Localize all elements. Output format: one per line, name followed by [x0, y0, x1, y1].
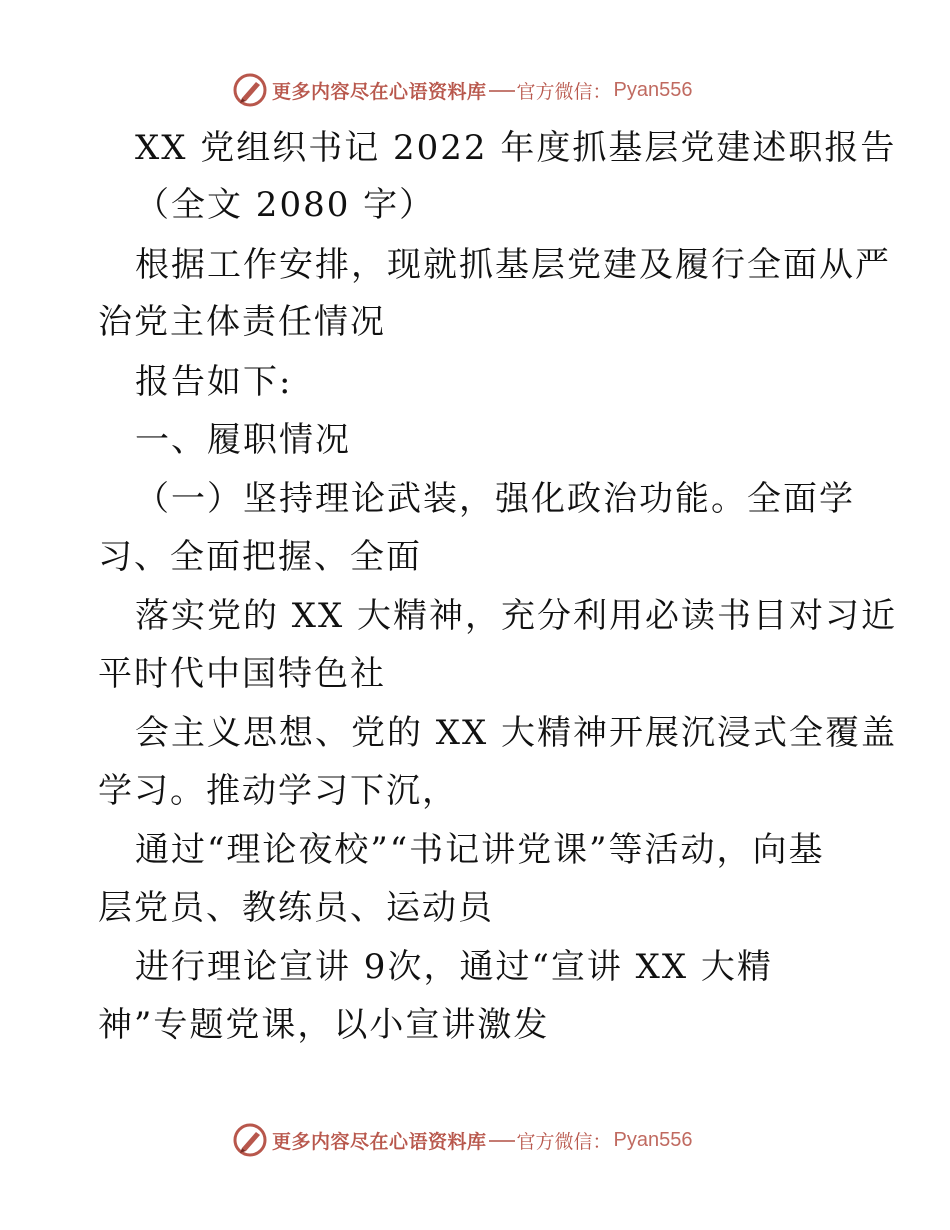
- document-title: XX 党组织书记 2022 年度抓基层党建述职报告: [135, 128, 897, 168]
- pen-logo-icon: [232, 72, 268, 108]
- paragraph-line: 进行理论宣讲 9次，通过“宣讲 XX 大精: [135, 947, 773, 987]
- watermark-dash: [489, 90, 515, 92]
- watermark-wechat-id: Pyan556: [613, 1128, 693, 1151]
- watermark-wechat-label: 官方微信：: [516, 80, 612, 103]
- footer-watermark: [232, 1120, 693, 1160]
- paragraph-line: 习、全面把握、全面: [98, 537, 422, 577]
- header-watermark: [232, 70, 693, 110]
- watermark-wechat-label: 官方微信：: [516, 1130, 612, 1153]
- paragraph-line: 神”专题党课，以小宣讲激发: [98, 1005, 550, 1045]
- paragraph-line: 治党主体责任情况: [98, 302, 386, 342]
- paragraph-line: 通过“理论夜校”“书记讲党课”等活动，向基: [135, 830, 825, 870]
- watermark-site-name: 更多内容尽在心语资料库: [272, 1130, 487, 1153]
- document-subtitle: （全文 2080 字）: [135, 185, 436, 225]
- paragraph-line: 根据工作安排，现就抓基层党建及履行全面从严: [135, 245, 891, 285]
- section-heading: 一、履职情况: [135, 420, 351, 460]
- paragraph-line: 平时代中国特色社: [98, 654, 386, 694]
- paragraph-line: 层党员、教练员、运动员: [98, 888, 494, 928]
- paragraph-line: 会主义思想、党的 XX 大精神开展沉浸式全覆盖: [135, 713, 898, 753]
- watermark-site-name: 更多内容尽在心语资料库: [272, 80, 487, 103]
- watermark-dash: [489, 1140, 515, 1142]
- subsection-heading: （一）坚持理论武装，强化政治功能。全面学: [135, 479, 855, 519]
- pen-logo-icon: [232, 1122, 268, 1158]
- watermark-wechat-id: Pyan556: [613, 78, 693, 101]
- paragraph-line: 学习。推动学习下沉，: [98, 771, 458, 811]
- paragraph-line: 落实党的 XX 大精神，充分利用必读书目对习近: [135, 596, 898, 636]
- paragraph-line: 报告如下:: [135, 362, 293, 402]
